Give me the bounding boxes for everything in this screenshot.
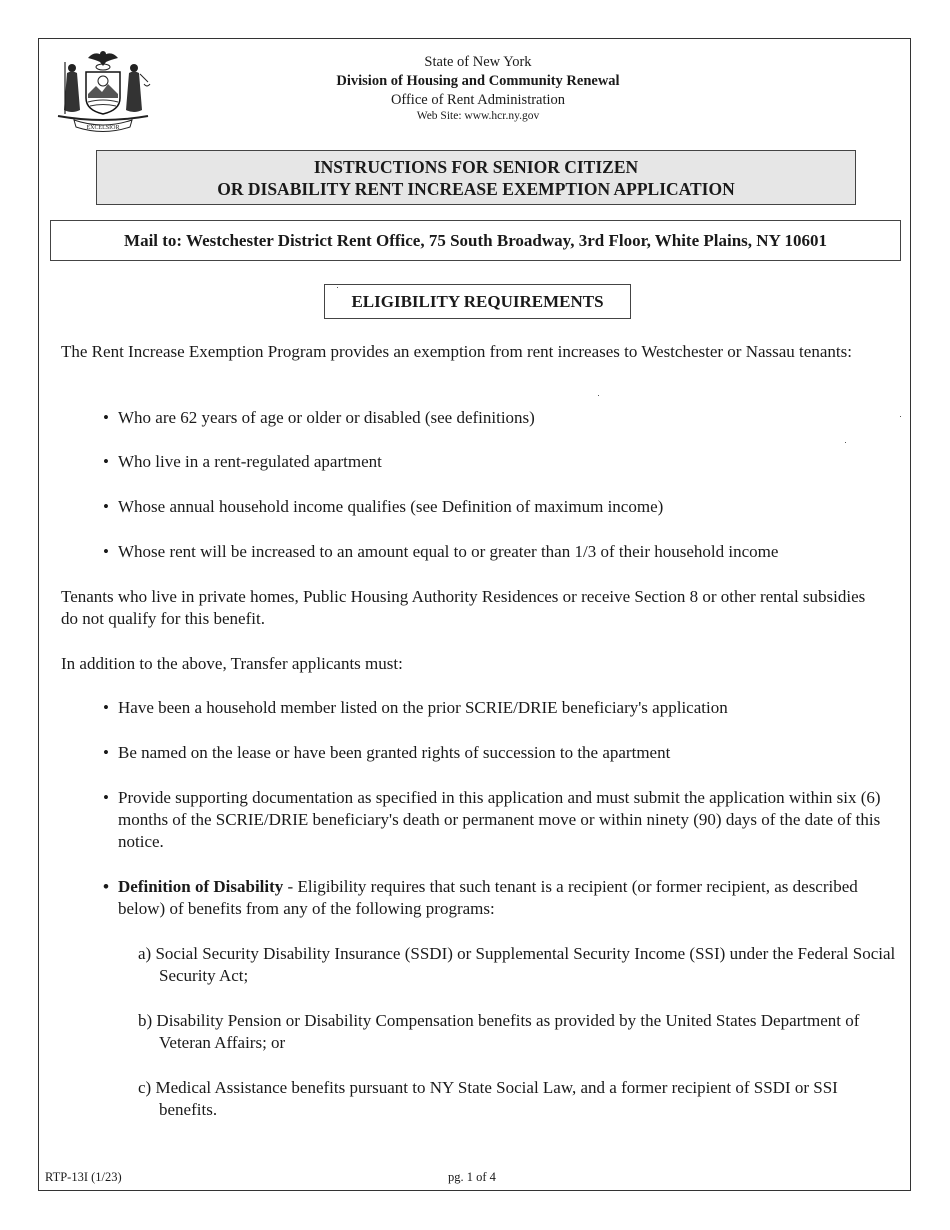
bullet-icon: •: [103, 542, 109, 561]
scan-speck: [845, 442, 846, 443]
disability-item: c) Medical Assistance benefits pursuant to NY State Social Law, and a former recipient of SSDI or SSI benefits.: [138, 1078, 838, 1119]
list-item-text: Whose annual household income qualifies (see Definition of maximum income): [118, 497, 664, 516]
list-item: [103, 541, 893, 563]
transfer-intro: In addition to the above, Transfer applicants must:: [61, 654, 403, 673]
bullet-icon: •: [103, 788, 109, 807]
list-item-text: Be named on the lease or have been granted rights of succession to the apartment: [118, 743, 671, 762]
office-name: Office of Rent Administration: [390, 92, 566, 108]
mail-to-address: Mail to: Westchester District Rent Office, 75 South Broadway, 3rd Floor, White Plains, NY 10601: [50, 220, 901, 261]
list-item-text: Have been a household member listed on the prior SCRIE/DRIE beneficiary's application: [118, 698, 728, 717]
intro-paragraph: The Rent Increase Exemption Program provides an exemption from rent increases to Westchester or Nassau tenants:: [61, 342, 852, 361]
bullet-icon: •: [103, 497, 109, 516]
list-item: [103, 742, 893, 764]
disability-term: Definition of Disability: [118, 877, 284, 896]
disability-item: b) Disability Pension or Disability Compensation benefits as provided by the United States Department of Veteran Affairs; or: [138, 1011, 860, 1052]
form-id: RTP-13I (1/23): [45, 1170, 122, 1184]
bullet-icon: •: [103, 408, 109, 427]
list-item: [103, 697, 893, 719]
list-item-text: Whose rent will be increased to an amount equal to or greater than 1/3 of their household income: [118, 542, 779, 561]
disability-item: a) Social Security Disability Insurance (SSDI) or Supplemental Security Income (SSI) under the Federal Social Security Act;: [138, 944, 896, 985]
seal-motto: EXCELSIOR: [86, 125, 120, 131]
division-name: Division of Housing and Community Renewal: [336, 73, 620, 89]
bullet-icon: •: [103, 452, 109, 471]
bullet-icon: •: [103, 698, 109, 717]
scan-speck: [598, 395, 599, 396]
list-item: [103, 787, 883, 853]
section-heading: ELIGIBILITY REQUIREMENTS: [324, 284, 631, 319]
list-item: [103, 496, 893, 518]
website-text: Web Site: www.hcr.ny.gov: [416, 110, 540, 122]
list-item: [103, 451, 893, 473]
exclusion-paragraph: Tenants who live in private homes, Public Housing Authority Residences or receive Section 8 or other rental subsidies do not qualify for this benefit.: [61, 587, 866, 628]
state-name: State of New York: [424, 54, 532, 70]
list-item-text: Who live in a rent-regulated apartment: [118, 452, 382, 471]
scan-speck: [337, 287, 338, 288]
list-item: [103, 407, 893, 429]
list-item-text: Who are 62 years of age or older or disabled (see definitions): [118, 408, 535, 427]
document-title: [96, 150, 856, 205]
bullet-icon: •: [103, 877, 109, 896]
new-york-state-seal: [50, 48, 156, 134]
title-line-1: INSTRUCTIONS FOR SENIOR CITIZEN: [313, 157, 639, 177]
bullet-icon: •: [103, 743, 109, 762]
title-line-2: OR DISABILITY RENT INCREASE EXEMPTION APPLICATION: [217, 179, 735, 199]
list-item-text: Provide supporting documentation as specified in this application and must submit the application within six (6) months of the SCRIE/DRIE beneficiary's death or permanent move or within ninety (90) days of the date of this notice.: [118, 788, 881, 851]
disability-definition: [103, 876, 873, 920]
page-number: pg. 1 of 4: [448, 1170, 496, 1184]
agency-header: [280, 53, 676, 123]
scan-speck: [900, 416, 901, 417]
disability-text: - Eligibility requires that such tenant is a recipient (or former recipient, as described below) of benefits from any of the following programs:: [118, 877, 858, 918]
